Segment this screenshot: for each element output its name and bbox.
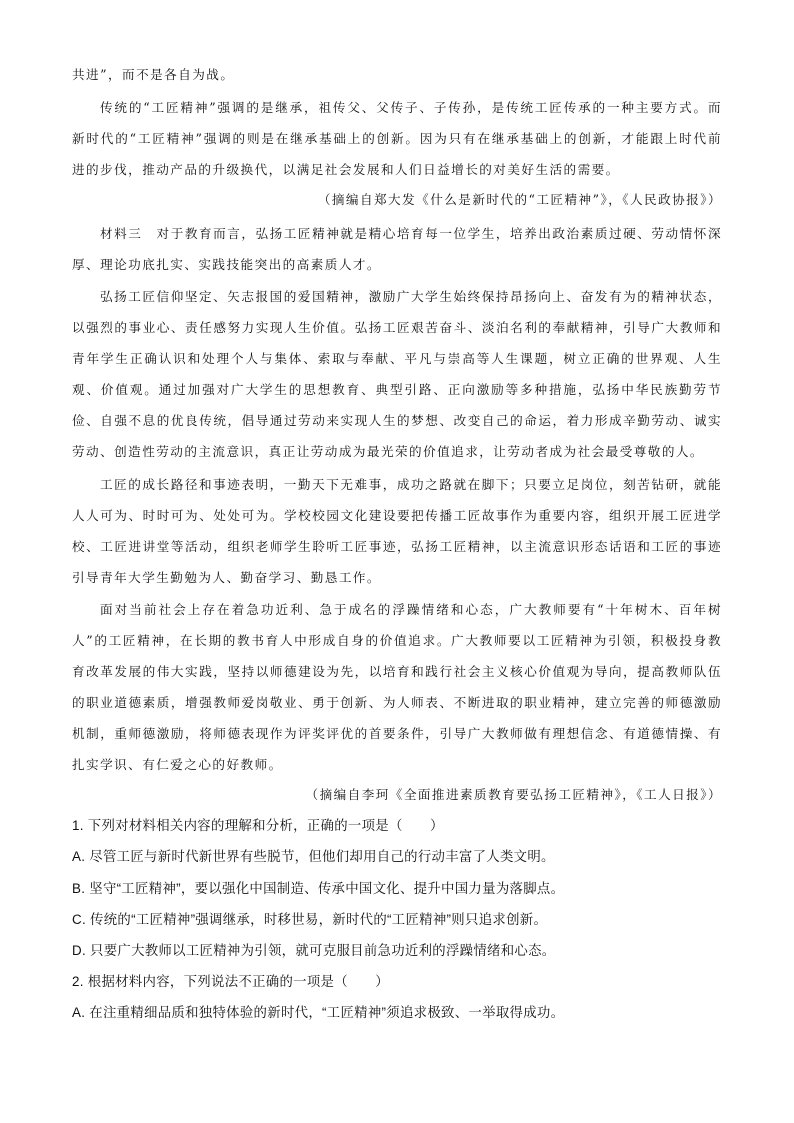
question-option-c: C. 传统的“工匠精神”强调继承，时移世易，新时代的“工匠精神”则只追求创新。	[72, 912, 548, 927]
text-line: 俭、自强不息的优良传统，倡导通过劳动来实现人生的梦想、改变自己的命运，着力形成辛勤劳动、诚实	[72, 413, 722, 428]
text-line: 材料三 对于教育而言，弘扬工匠精神就是精心培育每一位学生，培养出政治素质过硬、劳动情怀深	[100, 226, 722, 241]
text-line: 人人可为、时时可为、处处可为。学校校园文化建设要把传播工匠故事作为重要内容，组织开展工匠进学	[72, 508, 722, 523]
question-option-b: B. 坚守“工匠精神”，要以强化中国制造、传承中国文化、提升中国力量为落脚点。	[72, 881, 565, 896]
question-stem: 1. 下列对材料相关内容的理解和分析，正确的一项是（ ）	[72, 818, 444, 833]
text-line: 新时代的“工匠精神”强调的则是在继承基础上的创新。因为只有在继承基础上的创新，才能跟上时代前	[72, 131, 722, 146]
text-line: 工匠的成长路径和事迹表明，一勤天下无难事，成功之路就在脚下；只要立足岗位，刻苦钻研，就能	[100, 477, 722, 492]
text-line: 青年学生正确认识和处理个人与集体、索取与奉献、平凡与崇高等人生课题，树立正确的世界观、人生	[72, 351, 722, 366]
text-line: 进的步伐，推动产品的升级换代，以满足社会发展和人们日益增长的对美好生活的需要。	[72, 162, 620, 177]
question-stem: 2. 根据材料内容，下列说法不正确的一项是（ ）	[72, 974, 389, 989]
text-line: 引导青年大学生勤勉为人、勤奋学习、勤恳工作。	[72, 570, 381, 585]
text-line: 人”的工匠精神，在长期的教书育人中形成自身的价值追求。广大教师要以工匠精神为引领，积极投身教	[72, 633, 722, 648]
text-line: 校、工匠进讲堂等活动，组织老师学生聆听工匠事迹，弘扬工匠精神，以主流意识形态话语和工匠的事迹	[72, 539, 722, 554]
text-line: 扎实学识、有仁爱之心的好教师。	[72, 757, 283, 772]
text-line: 育改革发展的伟大实践，坚持以师德建设为先，以培育和践行社会主义核心价值观为导向，提高教师队伍	[72, 664, 722, 679]
source-citation: （摘编自郑大发《什么是新时代的“工匠精神”》，《人民政协报》）	[317, 192, 722, 207]
text-line: 观、价值观。通过加强对广大学生的思想教育、典型引路、正向激励等多种措施，弘扬中华民族勤劳节	[72, 382, 722, 397]
question-option-a: A. 尽管工匠与新时代新世界有些脱节，但他们却用自己的行动丰富了人类文明。	[72, 849, 555, 864]
text-line: 厚、理论功底扎实、实践技能突出的高素质人才。	[72, 257, 381, 272]
text-line: 传统的“工匠精神”强调的是继承，祖传父、父传子、子传孙，是传统工匠传承的一种主要方式。而	[100, 100, 722, 115]
text-line: 弘扬工匠信仰坚定、矢志报国的爱国精神，激励广大学生始终保持昂扬向上、奋发有为的精神状态，	[100, 289, 722, 304]
text-line: 面对当前社会上存在着急功近利、急于成名的浮躁情绪和心态，广大教师要有“十年树木、百年树	[100, 602, 722, 617]
text-line: 的职业道德素质，增强教师爱岗敬业、勇于创新、为人师表、不断进取的职业精神，建立完善的师德激励	[72, 695, 722, 710]
text-line: 以强烈的事业心、责任感努力实现人生价值。弘扬工匠艰苦奋斗、淡泊名利的奉献精神，引导广大教师和	[72, 320, 722, 335]
question-option-d: D. 只要广大教师以工匠精神为引领，就可克服目前急功近利的浮躁情绪和心态。	[72, 943, 556, 958]
source-citation: （摘编自李珂《全面推进素质教育要弘扬工匠精神》，《工人日报》）	[305, 787, 722, 802]
question-option-a: A. 在注重精细品质和独特体验的新时代，“工匠精神”须追求极致、一举取得成功。	[72, 1005, 565, 1020]
text-line: 机制，重师德激励，将师德表现作为评奖评优的首要条件，引导广大教师做有理想信念、有道德情操、有	[72, 726, 722, 741]
text-line: 劳动、创造性劳动的主流意识，真正让劳动成为最光荣的价值追求，让劳动者成为社会最受尊敬的人。	[72, 444, 704, 459]
text-line: 共进”，而不是各自为战。	[72, 67, 235, 82]
